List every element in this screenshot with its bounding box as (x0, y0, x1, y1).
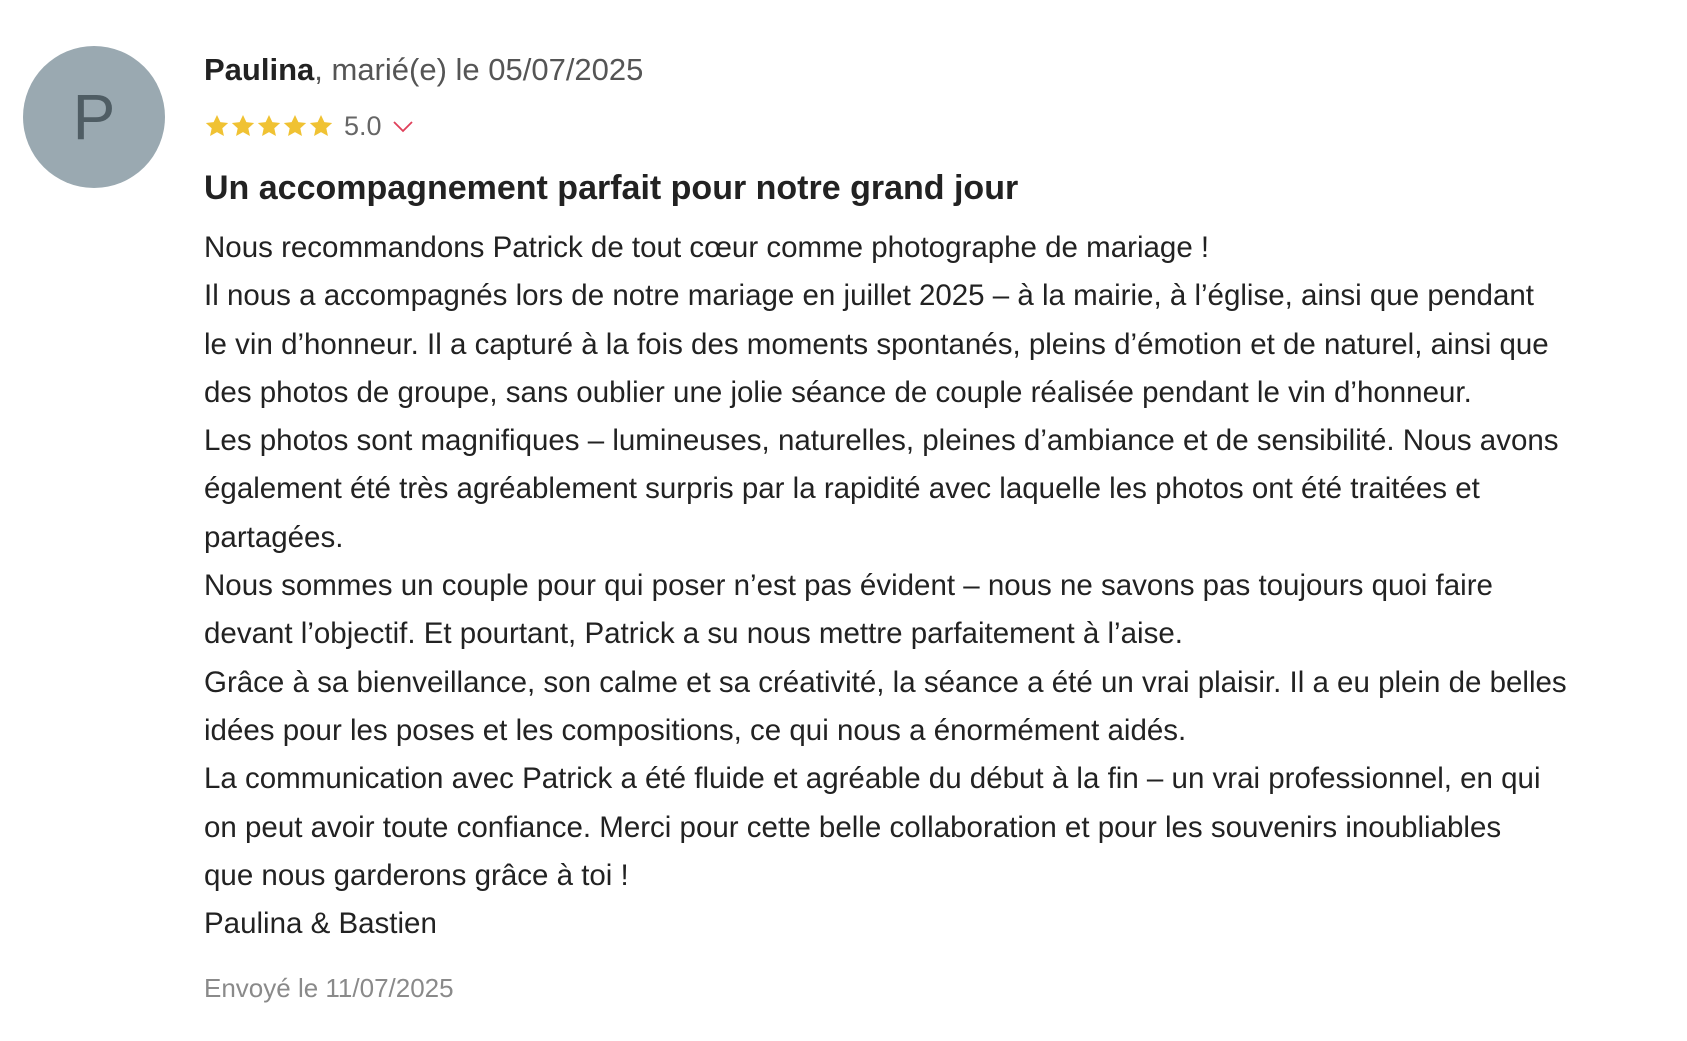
avatar-initial: P (72, 81, 116, 153)
author-line (204, 46, 1666, 94)
rating-stars (204, 113, 334, 139)
star-icon (282, 113, 308, 139)
review-body-line: Nous sommes un couple pour qui poser n’est pas évident – nous ne savons pas toujours quoi faire (204, 569, 1493, 603)
star-icon (230, 113, 256, 139)
review-body-line: La communication avec Patrick a été fluide et agréable du début à la fin – un vrai professionnel, en qui (204, 762, 1541, 796)
review-body-line: des photos de groupe, sans oublier une jolie séance de couple réalisée pendant le vin d’honneur. (204, 375, 1472, 409)
author-name: Paulina (204, 52, 315, 87)
sent-date: Envoyé le 11/07/2025 (204, 973, 454, 1004)
wedding-date: , marié(e) le 05/07/2025 (314, 52, 644, 87)
avatar (23, 46, 165, 188)
review-body-line: on peut avoir toute confiance. Merci pour cette belle collaboration et pour les souvenirs inoubliables (204, 810, 1502, 844)
star-icon (204, 113, 230, 139)
review-body-line: Nous recommandons Patrick de tout cœur comme photographe de mariage ! (204, 231, 1210, 264)
review-body-line: devant l’objectif. Et pourtant, Patrick a su nous mettre parfaitement à l’aise. (204, 617, 1183, 651)
review-signature: Paulina & Bastien (204, 907, 437, 941)
rating-value: 5.0 (344, 110, 382, 141)
review-body-line: également été très agréablement surpris par la rapidité avec laquelle les photos ont été traitées et (204, 472, 1480, 506)
chevron-down-icon[interactable] (390, 113, 416, 139)
review-body-line: Il nous a accompagnés lors de notre mariage en juillet 2025 – à la mairie, à l’église, ainsi que pendant (204, 279, 1534, 313)
review-body-line: Les photos sont magnifiques – lumineuses, naturelles, pleines d’ambiance et de sensibilité. Nous avons (204, 424, 1559, 458)
review-body-line: Grâce à sa bienveillance, son calme et sa créativité, la séance a été un vrai plaisir. Il a eu plein de belles (204, 665, 1567, 699)
review-content (204, 46, 1666, 1008)
star-icon (256, 113, 282, 139)
star-icon (308, 113, 334, 139)
rating-row[interactable] (204, 106, 1666, 146)
review-body-line: idées pour les poses et les compositions, ce qui nous a énormément aidés. (204, 713, 1187, 747)
review-body-line: partagées. (204, 520, 344, 554)
review-title: Un accompagnement parfait pour notre grand jour (204, 169, 1019, 207)
review-body-line: le vin d’honneur. Il a capturé à la fois des moments spontanés, pleins d’émotion et de naturel, ainsi que (204, 327, 1549, 361)
review-body-line: que nous garderons grâce à toi ! (204, 858, 629, 892)
review-body (204, 224, 1666, 948)
